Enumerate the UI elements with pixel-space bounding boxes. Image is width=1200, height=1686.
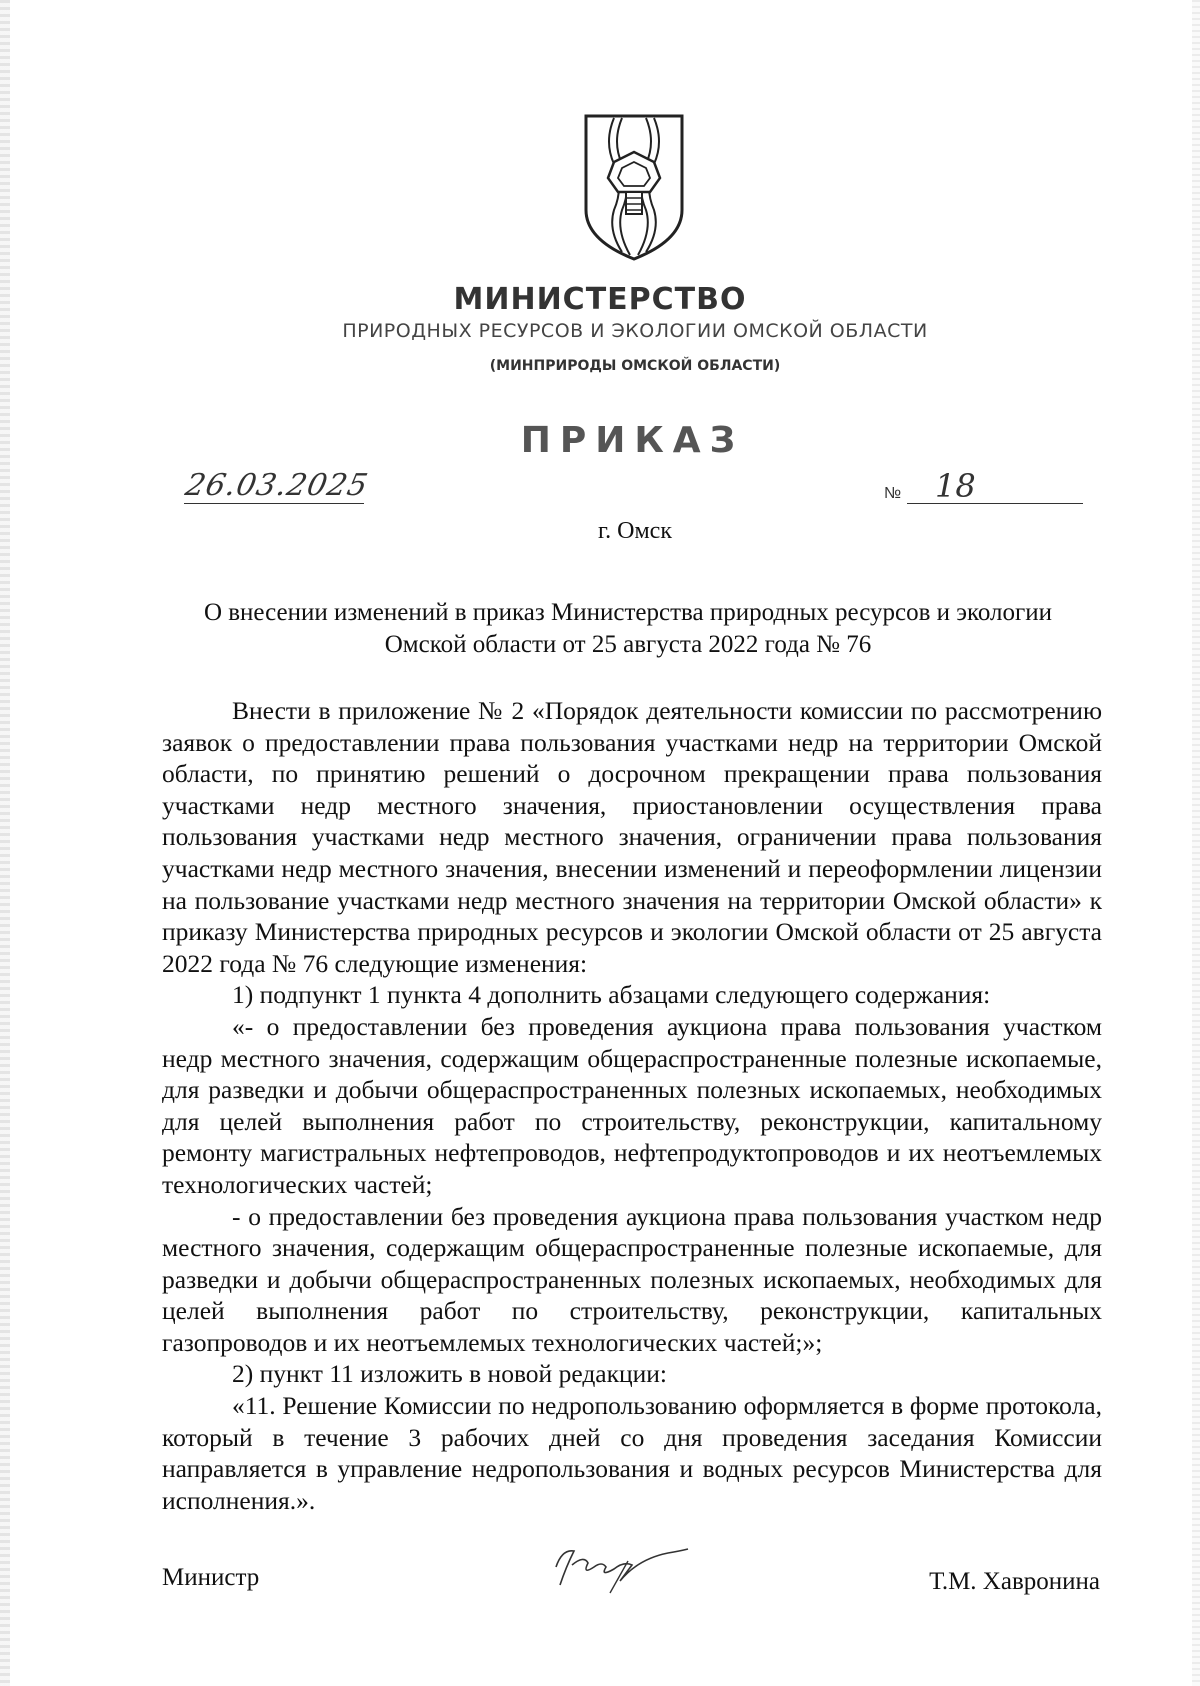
body-paragraph: «- о предоставлении без проведения аукциона права пользования участком недр местного значения, содержащим общераспространенные полезные ископаемые, для разведки и добычи общераспространенных полезных ископаемых, необходимых для целей выполнения работ по строительству, реконструкции, капитальному ремонту магистральных нефтепроводов, нефтепродуктопроводов и их неотъемлемых технологических частей;	[162, 1011, 1102, 1199]
signatory-name: Т.М. Хавронина	[929, 1568, 1100, 1595]
ministry-abbreviation: (МИНПРИРОДЫ ОМСКОЙ ОБЛАСТИ)	[489, 358, 781, 374]
document-type-heading: ПРИКАЗ	[520, 420, 745, 461]
order-date: 26.03.2025	[182, 468, 372, 503]
handwritten-signature	[548, 1537, 698, 1597]
order-subject	[160, 597, 1096, 661]
order-number: 18	[935, 467, 976, 505]
ministry-title: МИНИСТЕРСТВО	[453, 282, 747, 317]
body-paragraph: 1) подпункт 1 пункта 4 дополнить абзацами следующего содержания:	[232, 980, 991, 1010]
scan-edge-left	[0, 0, 10, 1686]
subject-line-1: О внесении изменений в приказ Министерства природных ресурсов и экологии	[203, 599, 1053, 626]
body-paragraph: «11. Решение Комиссии по недропользованию оформляется в форме протокола, который в течение 3 рабочих дней со дня проведения заседания Комиссии направляется в управление недропользования и водных ресурсов Министерства для исполнения.».	[162, 1391, 1102, 1515]
ministry-subtitle: ПРИРОДНЫХ РЕСУРСОВ И ЭКОЛОГИИ ОМСКОЙ ОБЛАСТИ	[342, 320, 928, 342]
subject-line-2: Омской области от 25 августа 2022 года № 76	[384, 631, 872, 658]
number-underline	[907, 503, 1083, 504]
coat-of-arms-emblem	[582, 112, 686, 262]
body-paragraph: Внести в приложение № 2 «Порядок деятельности комиссии по рассмотрению заявок о предоставлении права пользования участками недр на территории Омской области, по принятию решений о досрочном прекращении права пользования участками недр местного значения, приостановлении осуществления права пользования участками недр местного значения, ограничении права пользования участками недр местного значения, внесении изменений и переоформлении лицензии на пользование участками недр местного значения на территории Омской области» к приказу Министерства природных ресурсов и экологии Омской области от 25 августа 2022 года № 76 следующие изменения:	[162, 696, 1102, 978]
order-number-label: №	[884, 485, 902, 502]
date-underline	[184, 503, 364, 504]
body-paragraph: - о предоставлении без проведения аукциона права пользования участком недр местного значения, содержащим общераспространенные полезные ископаемые, для разведки и добычи общераспространенных полезных ископаемых, необходимых для целей выполнения работ по строительству, реконструкции, капитальных газопроводов и их неотъемлемых технологических частей;»;	[162, 1201, 1102, 1357]
order-body	[162, 695, 1102, 1516]
signatory-role: Министр	[162, 1564, 260, 1591]
scan-edge-right	[1192, 0, 1200, 1686]
city-line: г. Омск	[598, 518, 672, 544]
body-paragraph: 2) пункт 11 изложить в новой редакции:	[232, 1359, 668, 1389]
